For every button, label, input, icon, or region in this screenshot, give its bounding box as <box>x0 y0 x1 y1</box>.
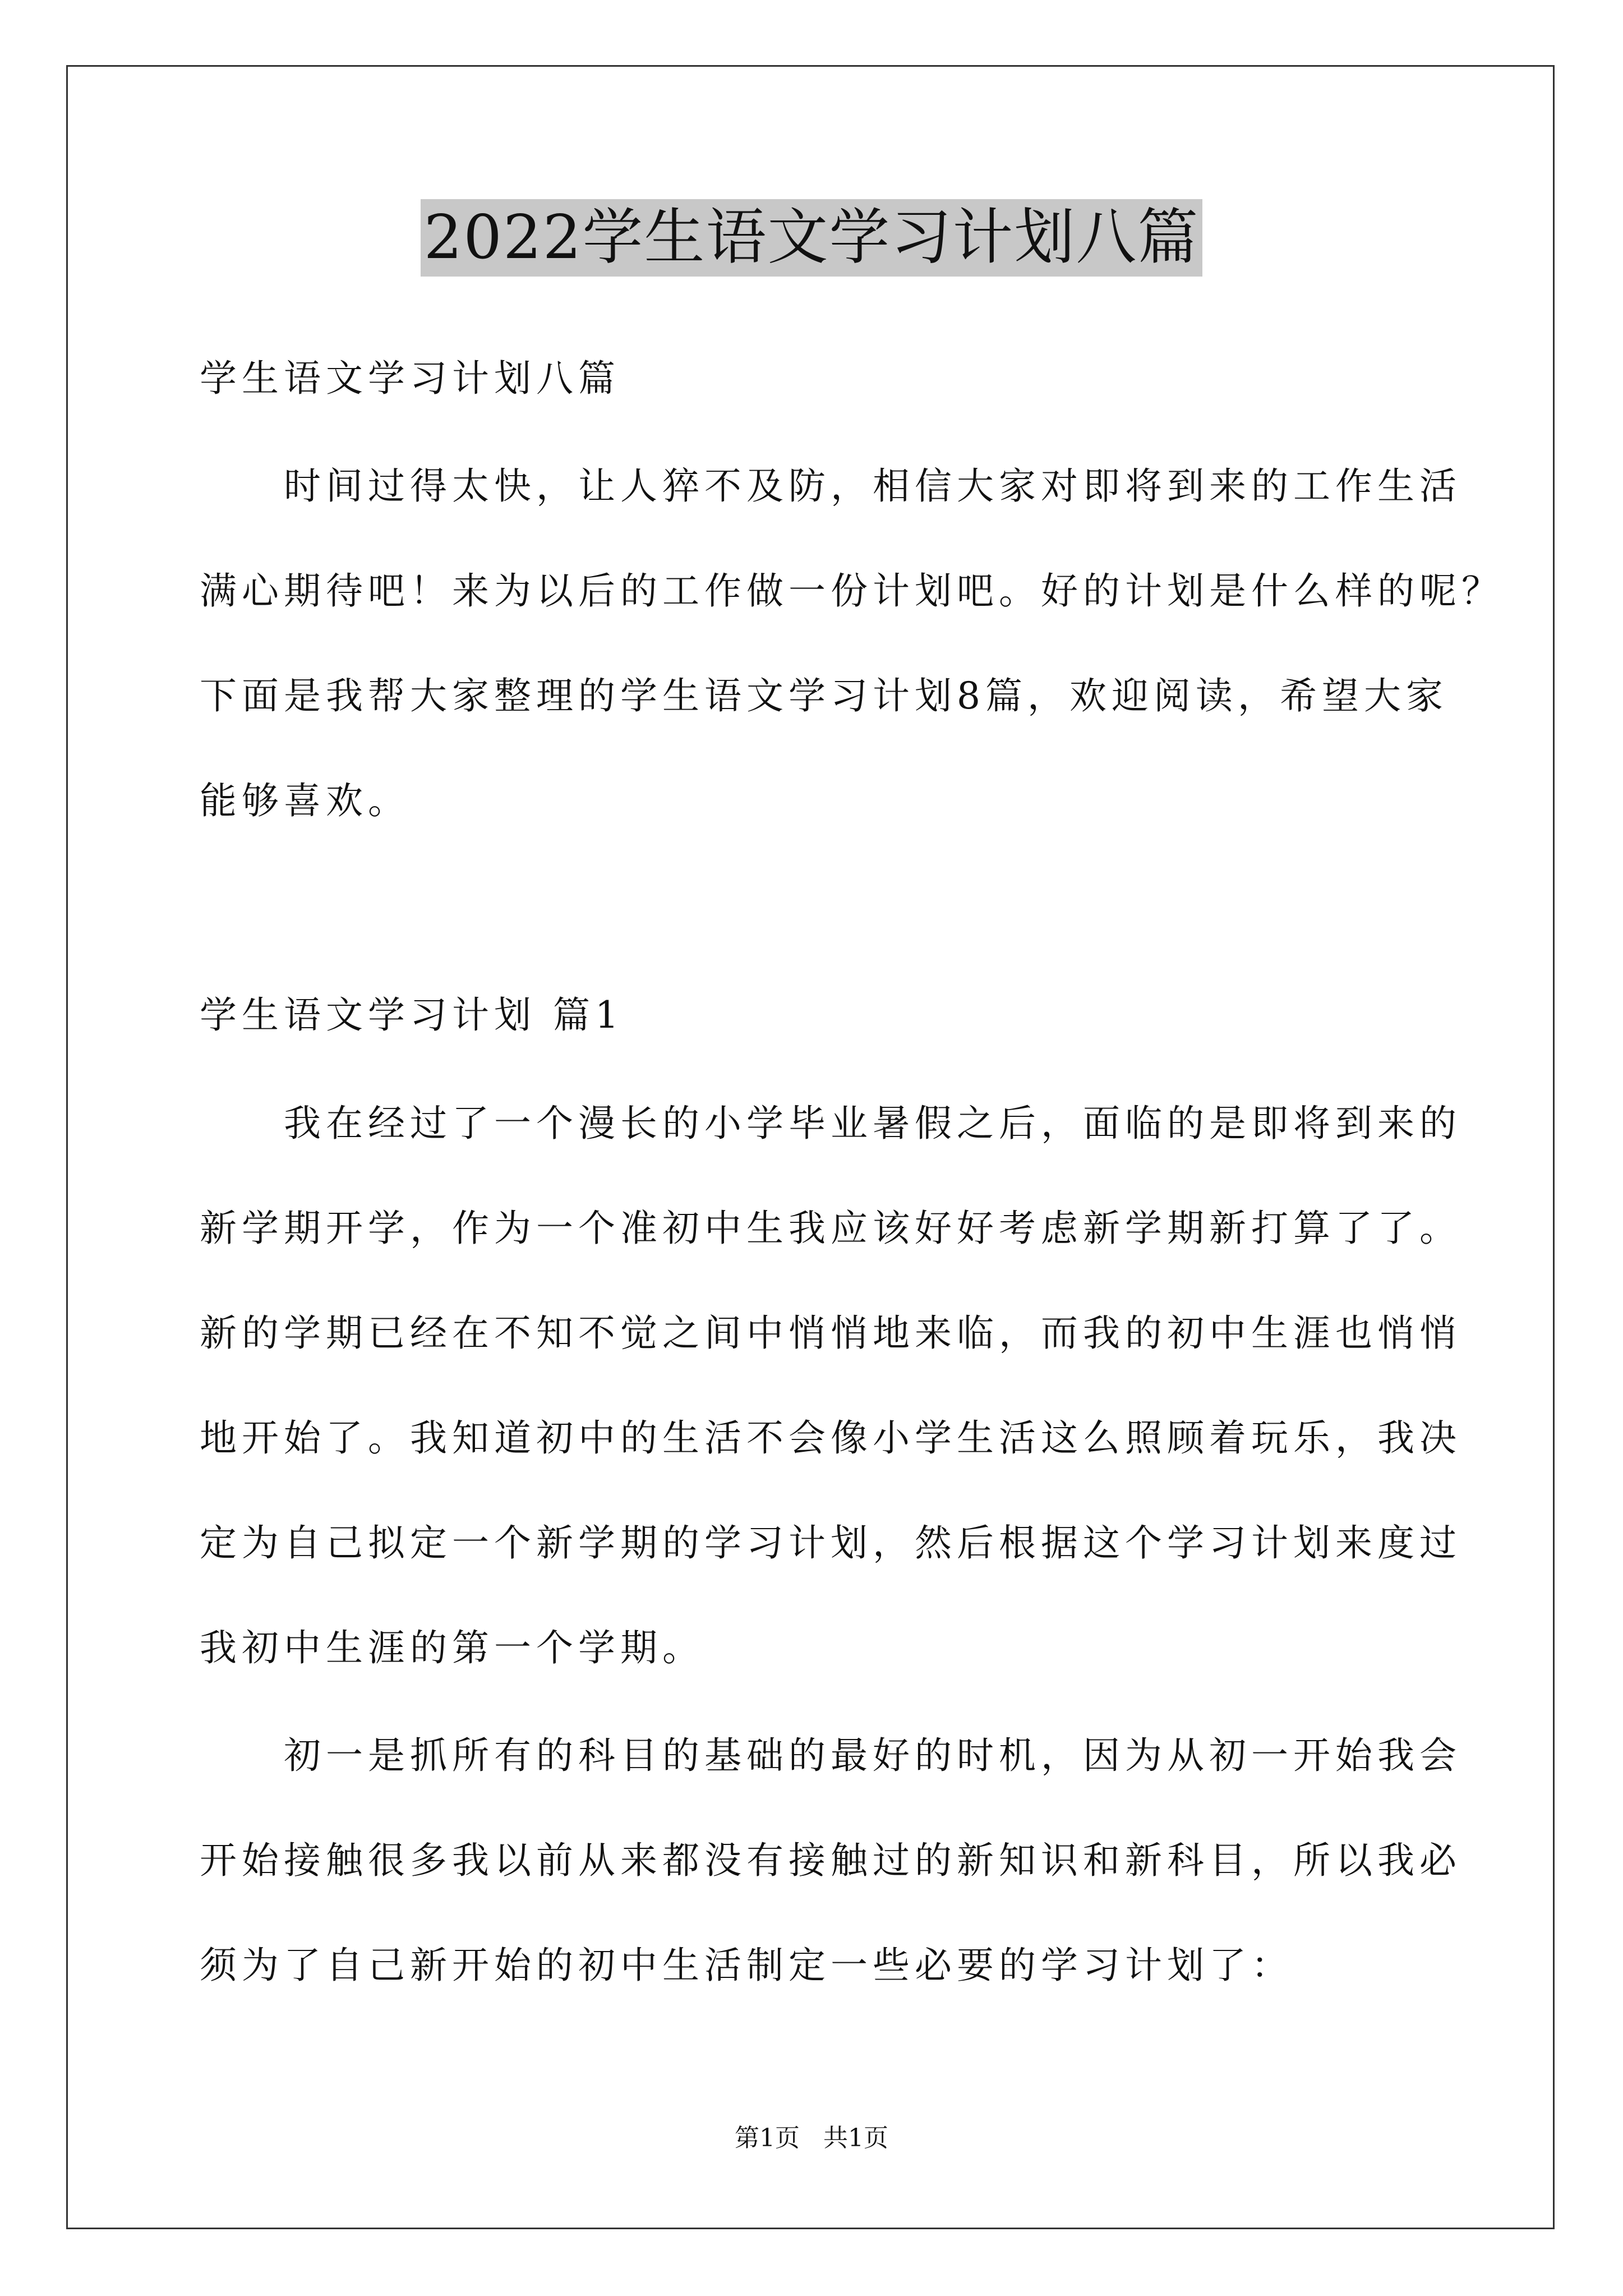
title-container <box>0 199 1623 277</box>
paragraph-line: 我初中生涯的第一个学期。 <box>200 1626 704 1669</box>
paragraph-line: 定为自己拟定一个新学期的学习计划，然后根据这个学习计划来度过 <box>200 1521 1461 1565</box>
paragraph-line: 新的学期已经在不知不觉之间中悄悄地来临，而我的初中生涯也悄悄 <box>200 1312 1461 1355</box>
document-title: 2022学生语文学习计划八篇 <box>421 199 1203 277</box>
paragraph-1 <box>200 1071 1461 1700</box>
paragraph-line: 开始接触很多我以前从来都没有接触过的新知识和新科目，所以我必 <box>200 1839 1461 1882</box>
page-total: 共1页 <box>823 2124 888 2152</box>
intro-line: 时间过得太快，让人猝不及防，相信大家对即将到来的工作生活 <box>200 464 1461 508</box>
paragraph-2 <box>200 1703 1461 2018</box>
section-heading: 学生语文学习计划 篇1 <box>200 993 624 1037</box>
intro-line: 能够喜欢。 <box>200 779 410 822</box>
paragraph-line: 我在经过了一个漫长的小学毕业暑假之后，面临的是即将到来的 <box>200 1102 1461 1145</box>
intro-paragraph <box>200 434 1504 853</box>
page-footer <box>0 2122 1623 2155</box>
paragraph-line: 地开始了。我知道初中的生活不会像小学生活这么照顾着玩乐，我决 <box>200 1416 1461 1460</box>
paragraph-line: 初一是抓所有的科目的基础的最好的时机，因为从初一开始我会 <box>200 1734 1461 1777</box>
paragraph-line: 须为了自己新开始的初中生活制定一些必要的学习计划了： <box>200 1944 1293 1987</box>
intro-line: 满心期待吧！来为以后的工作做一份计划吧。好的计划是什么样的呢？ <box>200 569 1504 613</box>
page-number: 第1页 <box>735 2124 800 2152</box>
document-subtitle: 学生语文学习计划八篇 <box>200 357 620 400</box>
intro-line: 下面是我帮大家整理的学生语文学习计划8篇，欢迎阅读，希望大家 <box>200 674 1448 717</box>
paragraph-line: 新学期开学，作为一个准初中生我应该好好考虑新学期新打算了了。 <box>200 1207 1461 1250</box>
